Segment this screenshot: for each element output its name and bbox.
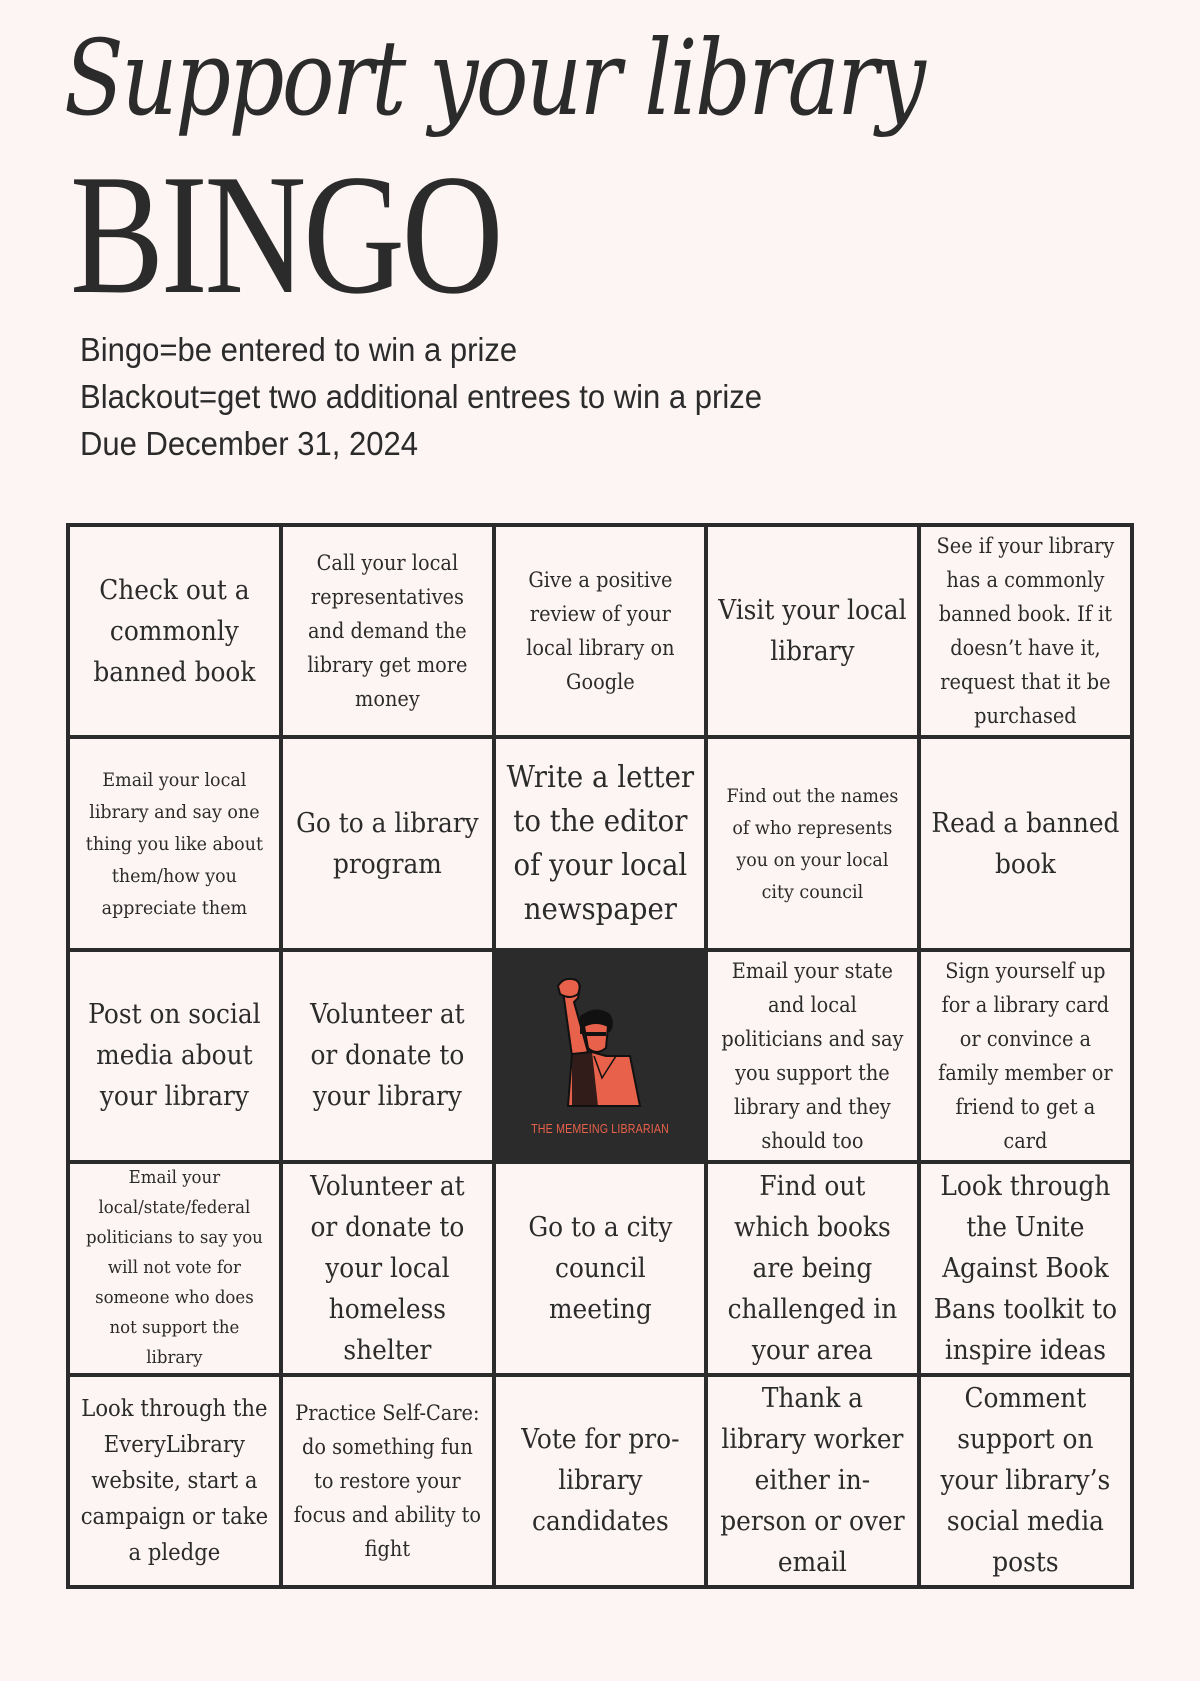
cell-text: Thank a library worker either in-person or over email	[720, 1383, 905, 1579]
bingo-cell[interactable]	[921, 527, 1130, 735]
bingo-cell[interactable]	[70, 1377, 279, 1585]
bingo-board	[66, 523, 1134, 1589]
bingo-cell[interactable]	[708, 952, 917, 1160]
bingo-cell[interactable]	[921, 1377, 1130, 1585]
cell-text: Check out a commonly banned book	[93, 574, 256, 688]
bingo-cell[interactable]	[70, 527, 279, 735]
cell-text: Post on social media about your library	[88, 999, 261, 1113]
cell-text: Practice Self-Care: do something fun to restore your focus and ability to fight	[293, 1400, 481, 1561]
cell-text: Volunteer at or donate to your local homeless shelter	[309, 1170, 465, 1366]
bingo-cell[interactable]	[921, 1164, 1130, 1372]
rule-bingo: Bingo=be entered to win a prize	[80, 331, 518, 368]
raised-fist-librarian-icon	[540, 976, 660, 1111]
cell-text: See if your library has a commonly banned book. If it doesn’t have it, request that it be purchased	[936, 534, 1115, 729]
cell-text: Email your state and local politicians and say you support the library and they should too	[721, 958, 904, 1153]
cell-text: Give a positive review of your local library on Google	[525, 568, 675, 695]
cell-text: Visit your local library	[718, 595, 907, 668]
cell-text: Go to a city council meeting	[527, 1211, 673, 1325]
cell-text: Find out the names of who represents you on your local city council	[726, 784, 899, 903]
bingo-cell[interactable]	[70, 739, 279, 947]
cell-text: Sign yourself up for a library card or convince a family member or friend to get a card	[938, 958, 1113, 1153]
bingo-cell[interactable]	[283, 952, 492, 1160]
cell-text: Read a banned book	[931, 807, 1120, 880]
bingo-cell[interactable]	[921, 739, 1130, 947]
cell-text: Email your local/state/federal politicians to say you will not vote for someone who does not support the library	[85, 1167, 263, 1369]
cell-text: Write a letter to the editor of your local newspaper	[506, 759, 694, 927]
rule-blackout: Blackout=get two additional entrees to win a prize	[80, 378, 762, 415]
bingo-cell[interactable]	[283, 1377, 492, 1585]
due-date: Due December 31, 2024	[80, 425, 418, 462]
bingo-cell[interactable]	[921, 952, 1130, 1160]
cell-text: Go to a library program	[295, 807, 479, 880]
bingo-cell[interactable]	[496, 739, 705, 947]
cell-text: Comment support on your library’s social media posts	[940, 1383, 1111, 1579]
cell-text: Email your local library and say one thing you like about them/how you appreciate them	[85, 768, 263, 919]
bingo-cell[interactable]	[283, 527, 492, 735]
bingo-cell[interactable]	[708, 1164, 917, 1372]
bingo-cell[interactable]	[708, 527, 917, 735]
bingo-cell[interactable]	[283, 739, 492, 947]
bingo-cell[interactable]	[496, 1377, 705, 1585]
cell-text: Look through the EveryLibrary website, start a campaign or take a pledge	[80, 1395, 269, 1566]
free-space-cell[interactable]	[496, 952, 705, 1160]
bingo-cell[interactable]	[70, 1164, 279, 1372]
bingo-cell[interactable]	[496, 527, 705, 735]
bingo-cell[interactable]	[496, 1164, 705, 1372]
title-bingo: BINGO	[70, 140, 501, 330]
cell-text: Find out which books are being challenged in your area	[727, 1170, 898, 1366]
free-space-label: THE MEMEING LIBRARIAN	[531, 1120, 669, 1136]
rules-block	[80, 326, 806, 467]
cell-text: Look through the Unite Against Book Bans toolkit to inspire ideas	[933, 1170, 1118, 1366]
bingo-cell[interactable]	[708, 739, 917, 947]
bingo-cell[interactable]	[283, 1164, 492, 1372]
cell-text: Vote for pro-library candidates	[520, 1424, 680, 1538]
bingo-cell[interactable]	[70, 952, 279, 1160]
cell-text: Call your local representatives and demand the library get more money	[307, 551, 468, 712]
title-support-your-library: Support your library	[64, 17, 924, 139]
bingo-cell[interactable]	[708, 1377, 917, 1585]
cell-text: Volunteer at or donate to your library	[309, 999, 465, 1113]
